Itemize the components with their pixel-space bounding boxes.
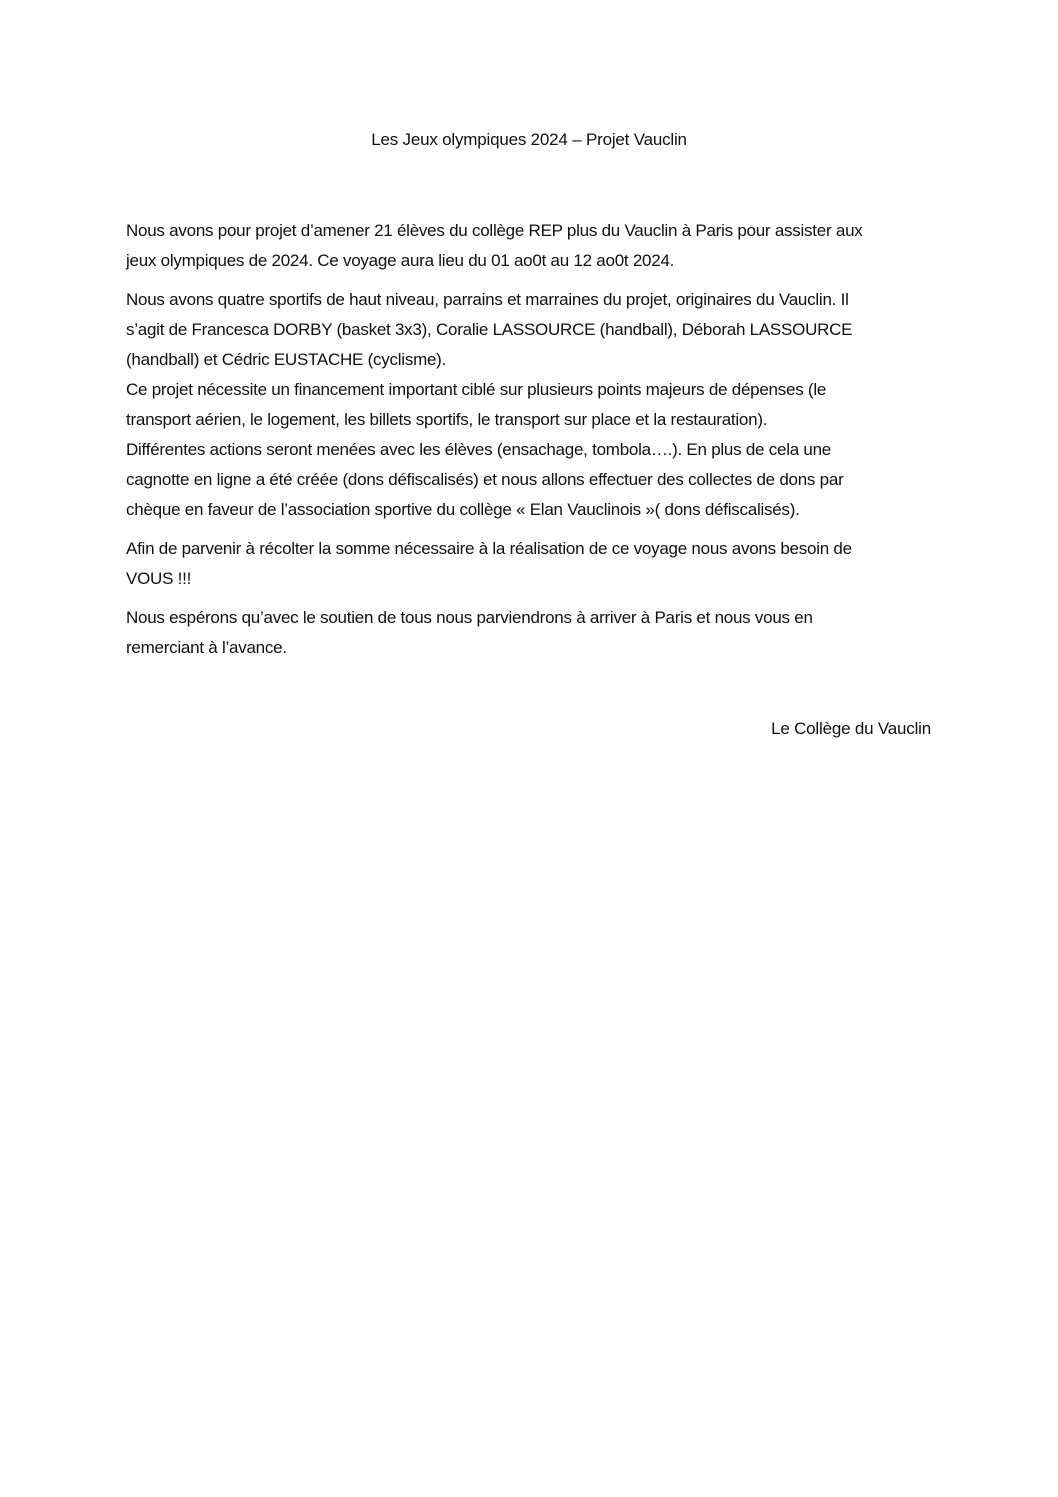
text-line: chèque en faveur de l’association sportive du collège « Elan Vauclinois »( dons défiscalisés). [126, 500, 800, 519]
text-line: Nous avons quatre sportifs de haut niveau, parrains et marraines du projet, originaires du Vauclin. Il [126, 290, 849, 309]
text-line: VOUS !!! [126, 569, 192, 588]
text-line: s’agit de Francesca DORBY (basket 3x3), Coralie LASSOURCE (handball), Déborah LASSOURCE [126, 320, 853, 339]
text-line: Différentes actions seront menées avec les élèves (ensachage, tombola….). En plus de cela une [126, 440, 832, 459]
document-signature: Le Collège du Vauclin [771, 719, 931, 738]
paragraph-thanks [126, 603, 926, 663]
text-line: jeux olympiques de 2024. Ce voyage aura lieu du 01 ao0t au 12 ao0t 2024. [126, 251, 675, 270]
text-line: transport aérien, le logement, les billets sportifs, le transport sur place et la restauration). [126, 410, 768, 429]
text-line: remerciant à l’avance. [126, 638, 287, 657]
paragraph-funding [126, 375, 926, 525]
paragraph-sponsors [126, 285, 926, 375]
text-line: Nous espérons qu’avec le soutien de tous nous parviendrons à arriver à Paris et nous vous en [126, 608, 813, 627]
text-line: (handball) et Cédric EUSTACHE (cyclisme). [126, 350, 447, 369]
text-line: Afin de parvenir à récolter la somme nécessaire à la réalisation de ce voyage nous avons besoin de [126, 539, 852, 558]
document-title: Les Jeux olympiques 2024 – Projet Vauclin [371, 130, 687, 149]
text-line: Ce projet nécessite un financement important ciblé sur plusieurs points majeurs de dépenses (le [126, 380, 827, 399]
document-body [126, 216, 926, 663]
paragraph-project [126, 216, 926, 276]
paragraph-appeal [126, 534, 926, 594]
text-line: Nous avons pour projet d’amener 21 élèves du collège REP plus du Vauclin à Paris pour assister aux [126, 221, 863, 240]
text-line: cagnotte en ligne a été créée (dons défiscalisés) et nous allons effectuer des collectes de dons par [126, 470, 844, 489]
